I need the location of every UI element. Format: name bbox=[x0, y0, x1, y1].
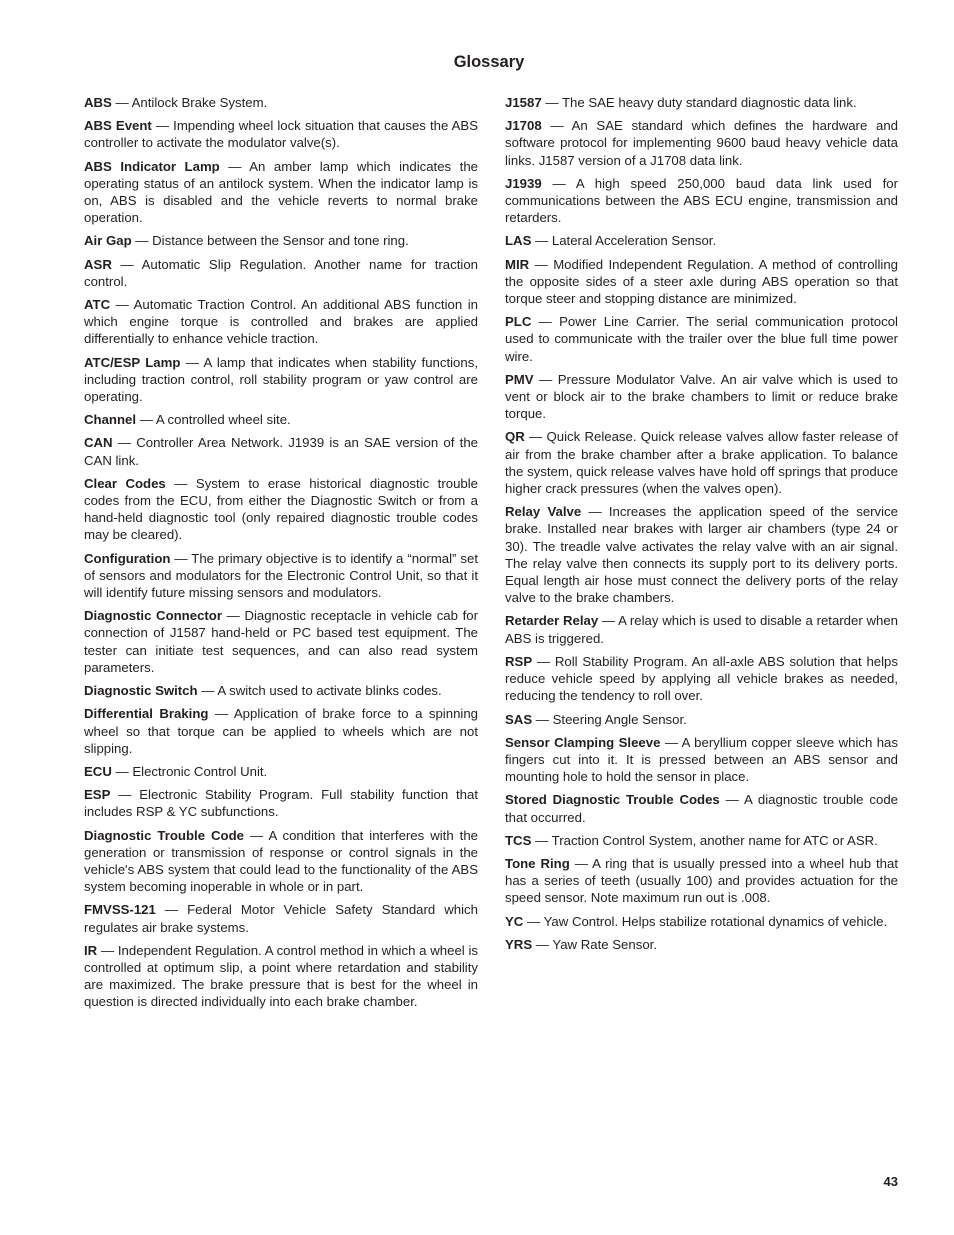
glossary-term: ATC/ESP Lamp bbox=[84, 354, 181, 370]
glossary-term: Diagnostic Switch bbox=[84, 683, 198, 699]
glossary-entry-retarder-relay bbox=[505, 612, 898, 646]
glossary-entry-sensor-clamping-sleeve bbox=[505, 734, 898, 786]
glossary-entry-rsp bbox=[505, 653, 898, 705]
glossary-definition: — A condition that interferes with the generation or transmission of response or control signals in the vehicle's ABS system that could lead to the functionality of the ABS system becoming inoperable in whole or in part. bbox=[84, 827, 478, 895]
glossary-definition: — Antilock Brake System. bbox=[111, 95, 268, 110]
glossary-definition: — A relay which is used to disable a retarder when ABS is triggered. bbox=[505, 613, 899, 646]
glossary-term: FMVSS-121 bbox=[84, 902, 156, 918]
glossary-term: Relay Valve bbox=[505, 504, 582, 520]
glossary-term: J1587 bbox=[505, 95, 542, 110]
glossary-term: YRS bbox=[505, 936, 533, 952]
glossary-term: TCS bbox=[505, 832, 532, 848]
glossary-definition: — Traction Control System, another name for ATC or ASR. bbox=[531, 832, 878, 848]
glossary-definition: — A ring that is usually pressed into a wheel hub that has a series of teeth (usually 100) and provides actuation for the speed sensor. Note maximum run out is .008. bbox=[505, 855, 899, 906]
glossary-entry-fmvss-121 bbox=[84, 901, 478, 935]
glossary-entry-channel bbox=[84, 411, 478, 428]
glossary-term: Configuration bbox=[84, 550, 171, 566]
glossary-definition: — Yaw Rate Sensor. bbox=[532, 936, 657, 952]
glossary-term: ESP bbox=[84, 787, 111, 803]
glossary-entry-j1587 bbox=[505, 94, 898, 111]
glossary-definition: — Application of brake force to a spinning wheel so that torque can be applied to wheels which are not slipping. bbox=[84, 706, 479, 756]
glossary-definition: — Independent Regulation. A control method in which a wheel is controlled at optimum slip, a point where retardation and stability are maximized. The brake pressure that is best for the wheel in question is directed individually into each brake chamber. bbox=[84, 942, 478, 1010]
glossary-definition: — Lateral Acceleration Sensor. bbox=[531, 233, 717, 249]
glossary-term: ATC bbox=[84, 297, 111, 313]
glossary-term: J1708 bbox=[505, 118, 542, 134]
glossary-term: PLC bbox=[505, 314, 532, 330]
glossary-term: PMV bbox=[505, 371, 534, 387]
glossary-entry-stored-diagnostic-trouble-codes bbox=[505, 791, 898, 825]
glossary-definition: — Electronic Stability Program. Full stability function that includes RSP & YC subfunctions. bbox=[84, 787, 478, 820]
glossary-definition: — Diagnostic receptacle in vehicle cab for connection of J1587 hand-held or PC based test equipment. The tester can initiate test sequences, and can also read system parameters. bbox=[84, 608, 478, 675]
glossary-term: ABS Indicator Lamp bbox=[84, 158, 220, 174]
page-title: Glossary bbox=[453, 53, 525, 71]
glossary-term: QR bbox=[505, 429, 525, 445]
glossary-definition: — A diagnostic trouble code that occurred. bbox=[505, 792, 898, 825]
glossary-term: CAN bbox=[84, 435, 113, 451]
glossary-entry-tone-ring bbox=[505, 855, 898, 907]
glossary-term: YC bbox=[505, 913, 524, 929]
glossary-term: Tone Ring bbox=[505, 855, 570, 871]
glossary-term: Clear Codes bbox=[84, 475, 166, 491]
glossary-term: RSP bbox=[505, 653, 533, 669]
glossary-term: Diagnostic Connector bbox=[84, 608, 222, 624]
glossary-term: Sensor Clamping Sleeve bbox=[505, 734, 661, 750]
glossary-definition: — A switch used to activate blinks codes. bbox=[197, 683, 442, 699]
glossary-definition: — Automatic Slip Regulation. Another name for traction control. bbox=[84, 256, 478, 289]
glossary-term: SAS bbox=[505, 711, 533, 727]
glossary-term: ABS Event bbox=[84, 118, 152, 134]
glossary-term: MIR bbox=[505, 256, 530, 272]
glossary-definition: — Pressure Modulator Valve. An air valve which is used to vent or block air to the brake chambers to limit or reduce brake torque. bbox=[505, 371, 898, 422]
glossary-entry-diagnostic-trouble-code bbox=[84, 827, 478, 896]
glossary-term: ECU bbox=[84, 763, 112, 779]
glossary-entry-abs-indicator-lamp bbox=[84, 158, 478, 227]
glossary-column-right bbox=[505, 94, 898, 959]
glossary-term: Diagnostic Trouble Code bbox=[84, 827, 244, 843]
glossary-term: Stored Diagnostic Trouble Codes bbox=[505, 792, 720, 808]
glossary-entry-j1708 bbox=[505, 117, 898, 169]
glossary-definition: — Steering Angle Sensor. bbox=[532, 711, 687, 727]
glossary-definition: — Impending wheel lock situation that causes the ABS controller to activate the modulator valve(s). bbox=[84, 118, 479, 151]
glossary-definition: — A controlled wheel site. bbox=[136, 412, 291, 428]
glossary-entry-qr bbox=[505, 428, 898, 497]
glossary-entry-relay-valve bbox=[505, 503, 898, 606]
glossary-definition: — Electronic Control Unit. bbox=[111, 763, 268, 779]
glossary-entry-yc bbox=[505, 913, 898, 930]
glossary-definition: — Power Line Carrier. The serial communication protocol used to communicate with the trailer over the blue full time power wire. bbox=[505, 314, 898, 364]
glossary-definition: — Yaw Control. Helps stabilize rotational dynamics of vehicle. bbox=[523, 913, 888, 929]
glossary-term: Air Gap bbox=[84, 233, 132, 249]
glossary-definition: — A high speed 250,000 baud data link used for communications between the ABS ECU engine, transmission and retarders. bbox=[505, 175, 898, 226]
glossary-entry-configuration bbox=[84, 550, 478, 602]
glossary-entry-yrs bbox=[505, 936, 898, 953]
glossary-term: J1939 bbox=[505, 175, 542, 191]
glossary-definition: — A lamp that indicates when stability functions, including traction control, roll stability program or yaw control are operating. bbox=[84, 354, 478, 405]
glossary-entry-abs-event bbox=[84, 117, 478, 151]
glossary-entry-diagnostic-connector bbox=[84, 607, 478, 676]
glossary-definition: — An amber lamp which indicates the operating status of an antilock system. When the indicator lamp is on, ABS is disabled and the vehicle reverts to normal brake operation. bbox=[84, 158, 478, 226]
glossary-definition: — Quick Release. Quick release valves allow faster release of air from the brake chamber after a brake application. To balance the system, quick release valves have hold off springs that produce higher crack pressures (when the valves open). bbox=[505, 429, 898, 497]
glossary-definition: — Increases the application speed of the service brake. Installed near brakes with larger air chambers (type 24 or 30). The treadle valve activates the relay valve with an air signal. The relay valve then connects its supply port to its delivery ports. Equal length air hose must connect the delivery ports of the relay valve to the brake chambers. bbox=[505, 504, 898, 606]
glossary-entry-mir bbox=[505, 256, 898, 308]
glossary-definition: — Distance between the Sensor and tone ring. bbox=[131, 233, 409, 249]
glossary-term: Channel bbox=[84, 412, 137, 428]
glossary-definition: — Roll Stability Program. An all-axle ABS solution that helps reduce vehicle speed by applying all vehicle brakes as needed, reducing the tendency to roll over. bbox=[505, 653, 898, 704]
glossary-entry-ir bbox=[84, 942, 478, 1011]
glossary-definition: — A beryllium copper sleeve which has fingers cut into it. It is pressed between an ABS sensor and mounting hole to hold the sensor in place. bbox=[505, 734, 898, 785]
glossary-entry-clear-codes bbox=[84, 475, 478, 544]
glossary-entry-abs bbox=[84, 94, 478, 111]
glossary-entry-differential-braking bbox=[84, 705, 478, 757]
glossary-definition: — System to erase historical diagnostic trouble codes from the ECU, from either the Diagnostic Switch or from a hand-held diagnostic tool (only repaired diagnostic trouble codes may be cleared). bbox=[84, 475, 478, 543]
glossary-entry-esp bbox=[84, 786, 478, 820]
glossary-entry-plc bbox=[505, 313, 898, 365]
glossary-entry-pmv bbox=[505, 371, 898, 423]
glossary-definition: — The SAE heavy duty standard diagnostic data link. bbox=[541, 95, 857, 110]
glossary-term: IR bbox=[84, 942, 98, 958]
glossary-entry-las bbox=[505, 232, 898, 249]
glossary-term: ASR bbox=[84, 256, 112, 272]
glossary-entry-tcs bbox=[505, 832, 898, 849]
glossary-entry-j1939 bbox=[505, 175, 898, 227]
glossary-entry-sas bbox=[505, 711, 898, 728]
glossary-column-left bbox=[84, 94, 478, 1017]
glossary-entry-asr bbox=[84, 256, 478, 290]
glossary-definition: — An SAE standard which defines the hardware and software protocol for implementing 9600 baud heavy vehicle data links. J1587 version of a J1708 data link. bbox=[505, 118, 898, 168]
glossary-definition: — Federal Motor Vehicle Safety Standard which regulates air brake systems. bbox=[84, 902, 478, 935]
glossary-entry-can bbox=[84, 434, 478, 468]
glossary-definition: — Automatic Traction Control. An additional ABS function in which engine torque is controlled and brakes are applied differentially to enhance vehicle traction. bbox=[84, 297, 478, 347]
glossary-term: ABS bbox=[84, 95, 112, 110]
glossary-entry-ecu bbox=[84, 763, 478, 780]
glossary-entry-air-gap bbox=[84, 232, 478, 249]
glossary-entry-atc-esp-lamp bbox=[84, 354, 478, 406]
glossary-entry-atc bbox=[84, 296, 478, 348]
glossary-definition: — Modified Independent Regulation. A method of controlling the opposite sides of a steer axle during ABS operation so that torque steer and stopping distance are minimized. bbox=[505, 256, 898, 307]
glossary-entry-diagnostic-switch bbox=[84, 682, 478, 699]
glossary-term: Differential Braking bbox=[84, 706, 209, 722]
glossary-term: LAS bbox=[505, 233, 532, 249]
glossary-term: Retarder Relay bbox=[505, 613, 599, 629]
page-number: 43 bbox=[883, 1174, 898, 1189]
glossary-definition: — Controller Area Network. J1939 is an SAE version of the CAN link. bbox=[84, 435, 478, 468]
glossary-definition: — The primary objective is to identify a “normal” set of sensors and modulators for the Electronic Control Unit, so that it will identify future missing sensors and modulators. bbox=[84, 550, 478, 601]
